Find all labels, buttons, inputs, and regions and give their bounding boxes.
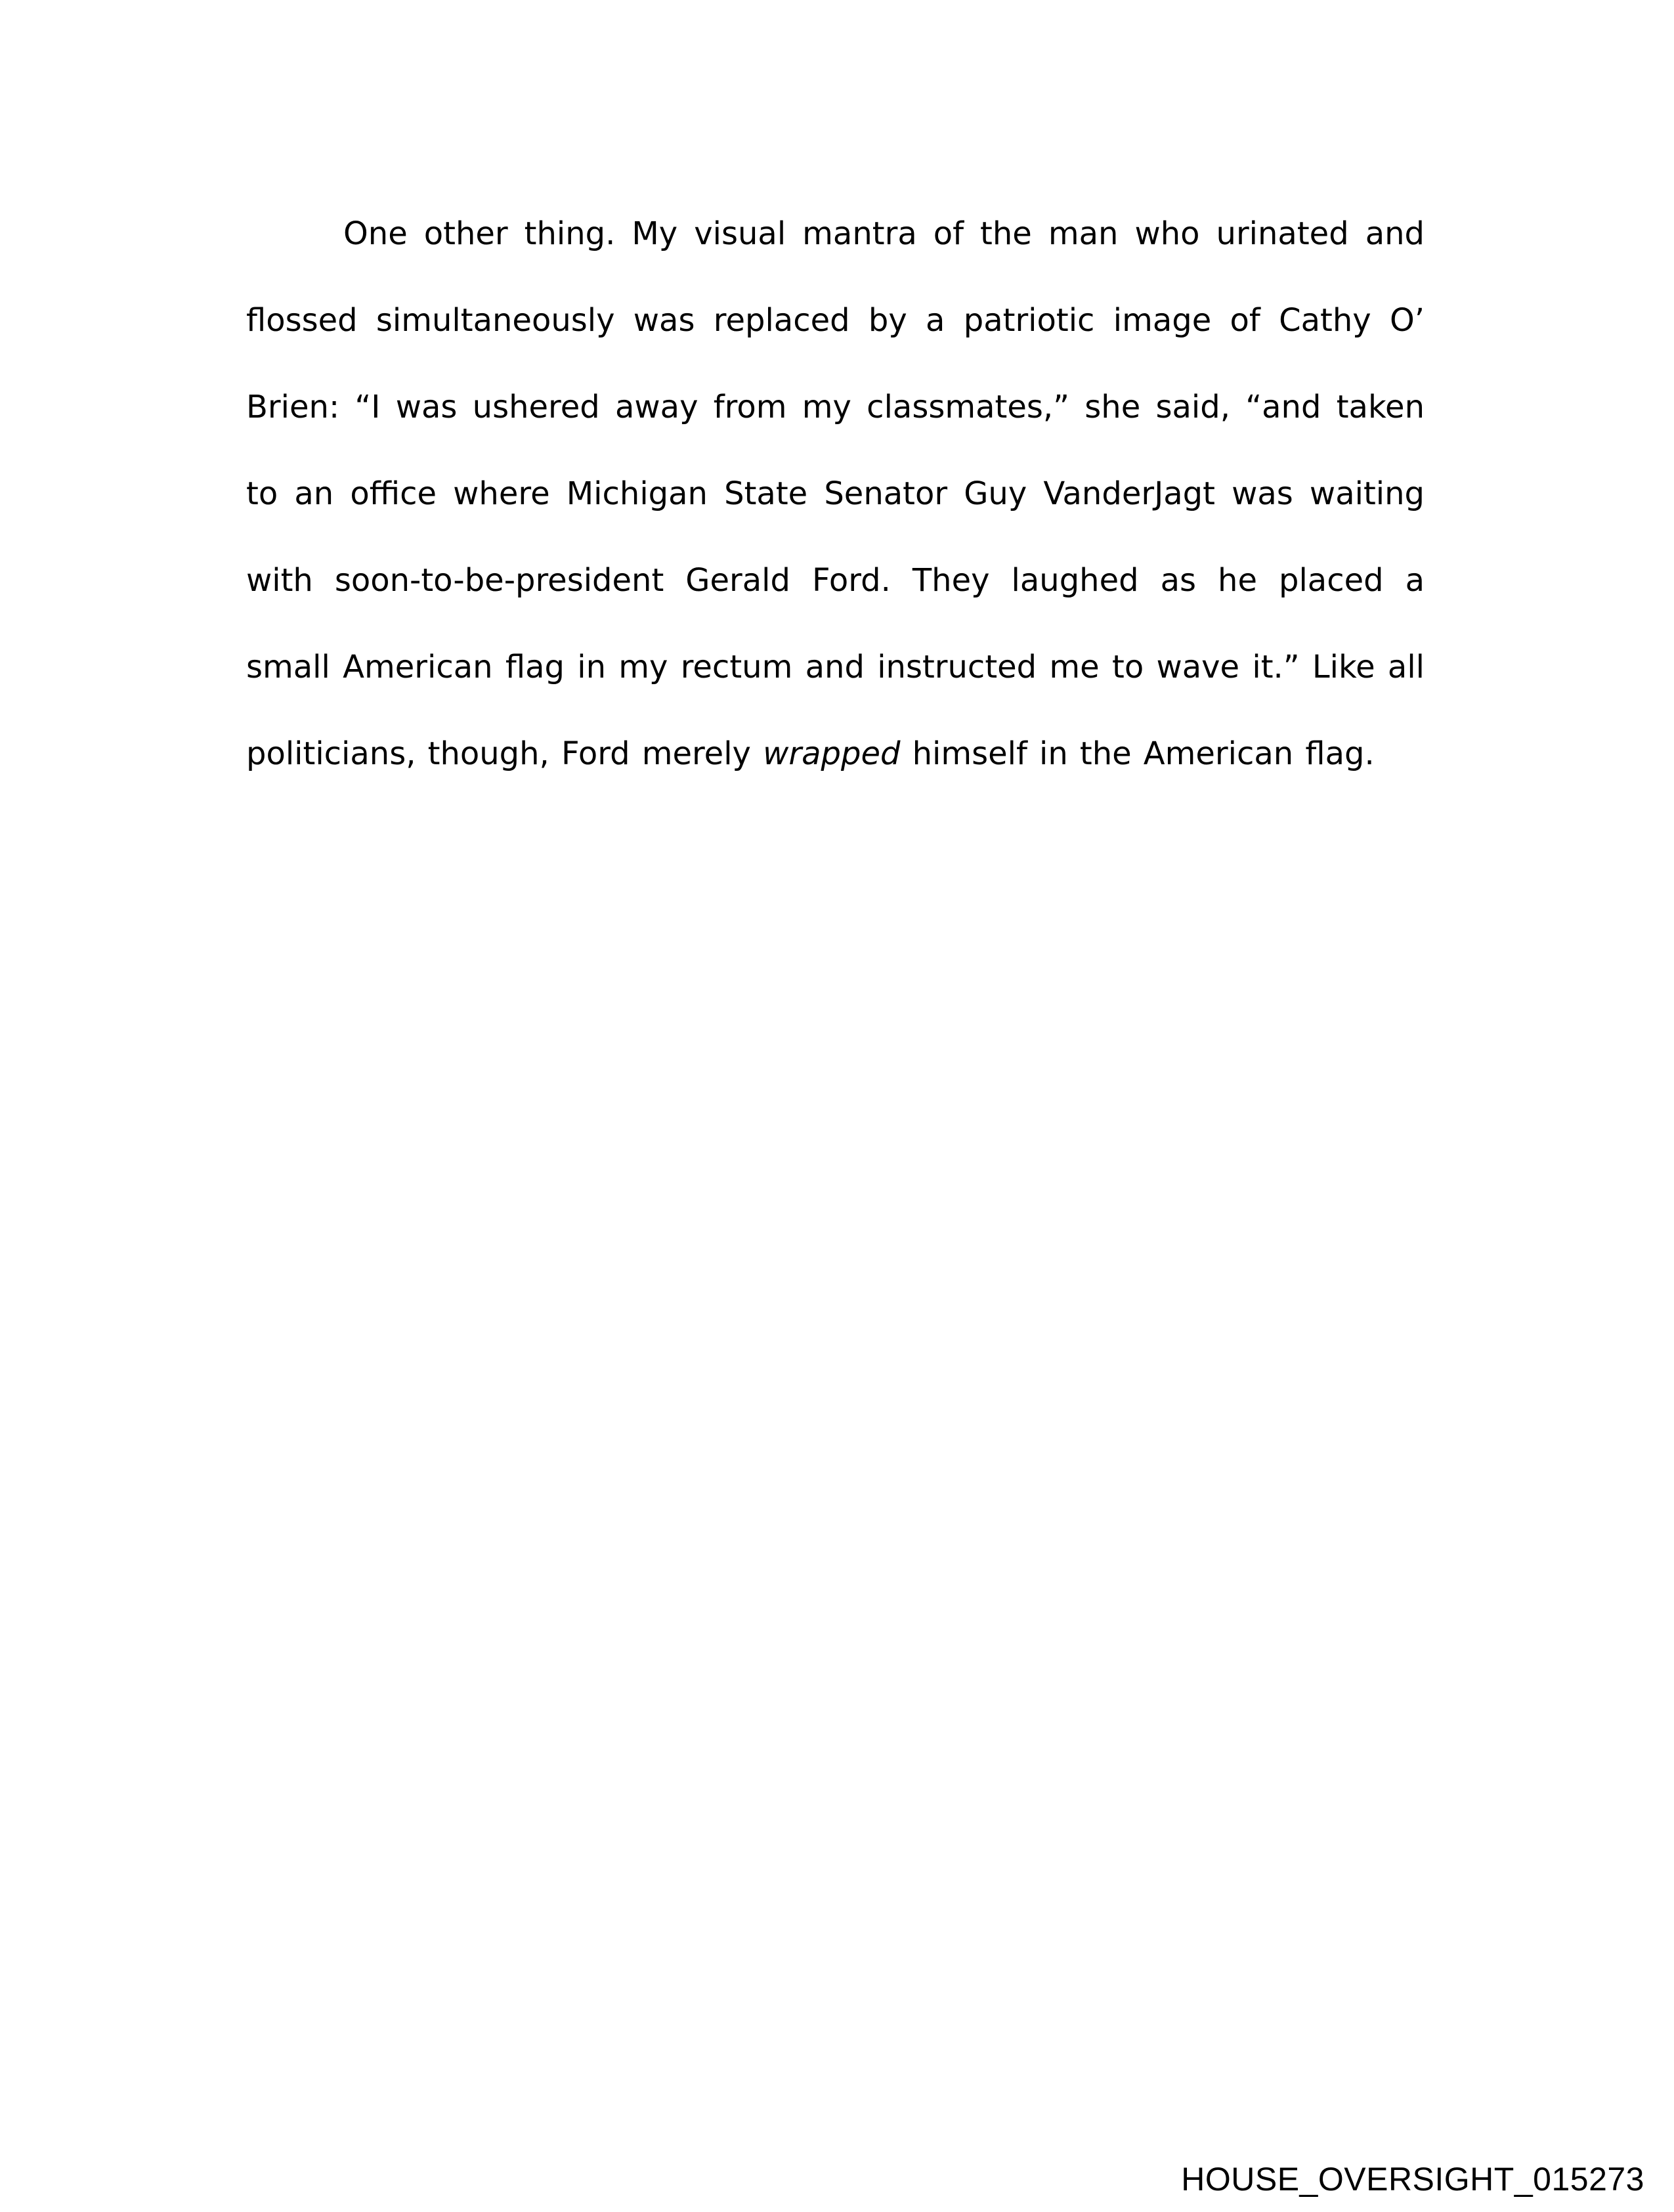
paragraph-text-end: himself in the American flag.: [900, 735, 1375, 772]
paragraph-text-start: One other thing. My visual mantra of the man who urinated and flossed simultaneously was replaced by a patriotic image of Cathy O’ Brien: “I was ushered away from my classmates,” she said, “and taken to an office where Michigan State Senator Guy VanderJagt was waiting with soon-to-be-president Gerald Ford. They laughed as he placed a small American flag in my rectum and instructed me to wave it.” Like all politicians, though, Ford merely: [246, 215, 1425, 772]
bates-number: HOUSE_OVERSIGHT_015273: [1181, 2161, 1644, 2198]
body-text: [246, 190, 1425, 797]
emphasized-word: wrapped: [763, 735, 901, 772]
paragraph: [246, 190, 1425, 797]
